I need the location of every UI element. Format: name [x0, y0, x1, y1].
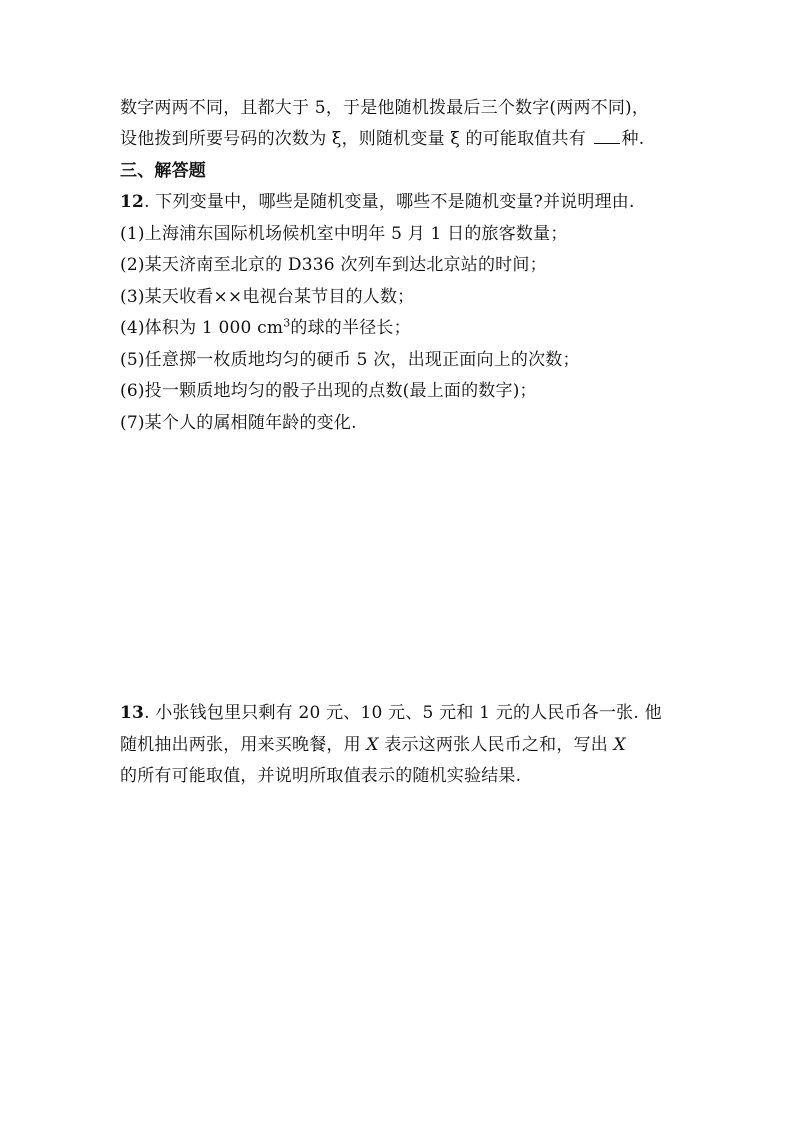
question-12-item-7: (7)某个人的属相随年龄的变化.: [120, 413, 357, 433]
question-13-line-1: [120, 698, 662, 728]
question-12-item-5: (5)任意掷一枚质地均匀的硬币 5 次，出现正面向上的次数；: [120, 350, 580, 370]
question-12-item-4-sup: 3: [283, 316, 291, 330]
question-12-item-4: [120, 313, 411, 343]
question-13-number: 13: [120, 703, 145, 723]
question-13-line-2: [120, 730, 626, 760]
question-12-item-4-text: (4)体积为 1 000 cm: [120, 318, 284, 338]
continuation-text-1: 数字两两不同，且都大于 5，于是他随机拨最后三个数字(两两不同)，: [120, 98, 650, 118]
question-13-line-1-text: . 小张钱包里只剩有 20 元、10 元、5 元和 1 元的人民币各一张. 他: [144, 703, 662, 723]
question-12-stem: [120, 187, 635, 217]
continuation-text-2: 设他拨到所要号码的次数为 ξ，则随机变量 ξ 的可能取值共有: [120, 129, 592, 149]
continuation-text-2-tail: 种.: [621, 129, 645, 149]
question-12-number: 12: [120, 192, 145, 212]
continuation-line-1: [120, 93, 649, 123]
variable-x: X: [366, 735, 379, 755]
question-12-stem-text: . 下列变量中，哪些是随机变量，哪些不是随机变量?并说明理由.: [144, 192, 635, 212]
section-heading: 三、解答题: [120, 161, 206, 181]
answer-blank[interactable]: [594, 125, 620, 144]
question-13-line-2-text: 随机抽出两张，用来买晚餐，用: [120, 735, 367, 755]
question-12-item-3: (3)某天收看××电视台某节目的人数；: [120, 287, 415, 307]
question-13-line-2-mid: 表示这两张人民币之和，写出: [378, 735, 614, 755]
variable-x-end: X: [613, 735, 626, 755]
question-12-item-6: (6)投一颗质地均匀的骰子出现的点数(最上面的数字)；: [120, 381, 537, 401]
question-12-item-2: (2)某天济南至北京的 D336 次列车到达北京站的时间；: [120, 255, 547, 275]
continuation-line-2: [120, 124, 644, 154]
question-12-item-4-tail: 的球的半径长；: [290, 318, 411, 338]
question-13-line-3: 的所有可能取值，并说明所取值表示的随机实验结果.: [120, 766, 522, 786]
question-12-item-1: (1)上海浦东国际机场候机室中明年 5 月 1 日的旅客数量；: [120, 224, 568, 244]
